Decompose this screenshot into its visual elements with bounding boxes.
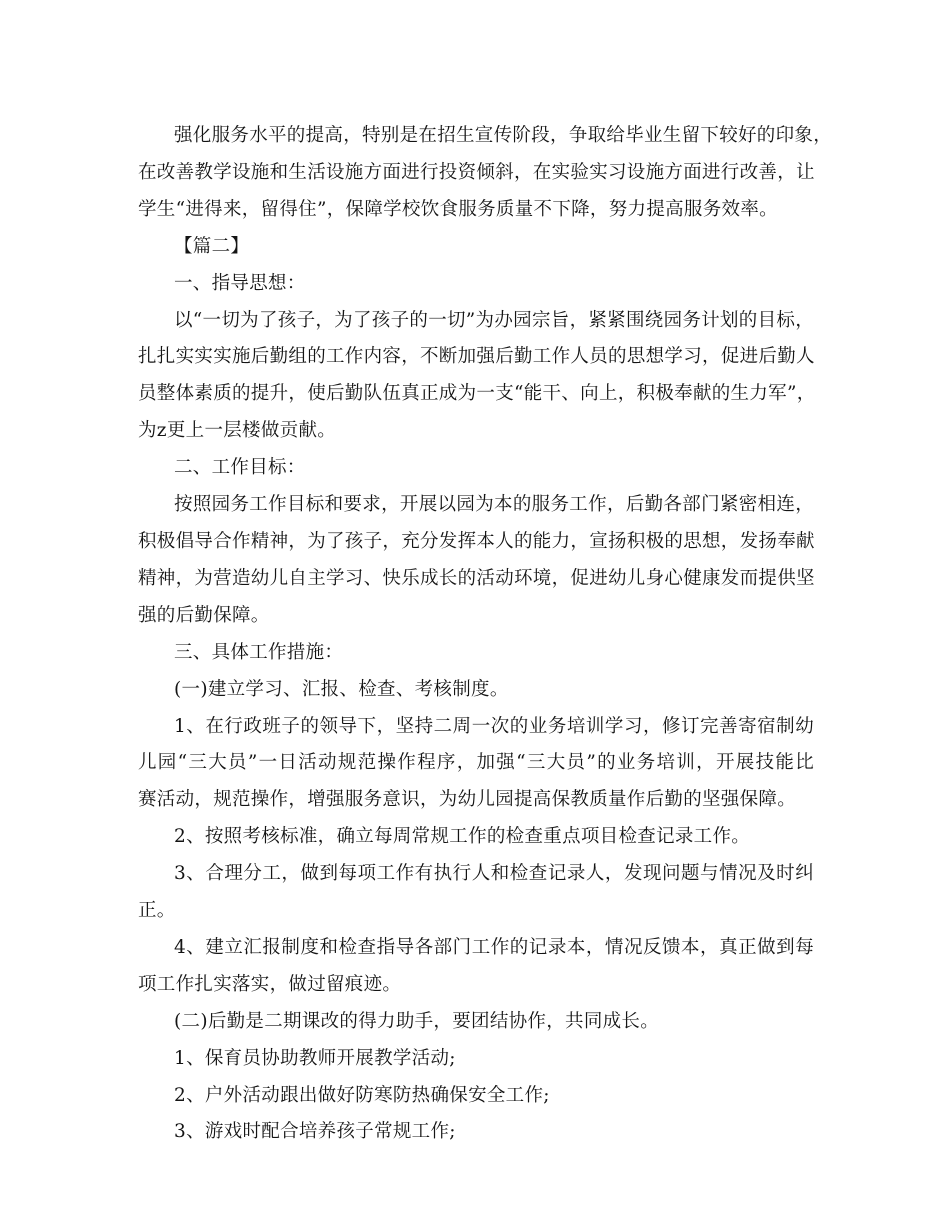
text-line: 强的后勤保障。 <box>138 604 270 626</box>
text-line: 精神，为营造幼儿自主学习、快乐成长的活动环境，促进幼儿身心健康发而提供坚 <box>138 567 815 589</box>
text-line: 儿园“三大员”一日活动规范操作程序，加强“三大员”的业务培训，开展技能比 <box>138 752 814 774</box>
text-line: 员整体素质的提升，使后勤队伍真正成为一支“能干、向上，积极奉献的生力军”， <box>138 383 816 405</box>
text-line: 1、在行政班子的领导下，坚持二周一次的业务培训学习，修订完善寄宿制幼 <box>174 715 814 737</box>
text-line: 按照园务工作目标和要求，开展以园为本的服务工作，后勤各部门紧密相连， <box>174 494 814 516</box>
text-line: 为z更上一层楼做贡献。 <box>138 420 337 442</box>
text-line: (二)后勤是二期课改的得力助手，要团结协作，共同成长。 <box>174 1010 660 1032</box>
text-line: 强化服务水平的提高，特别是在招生宣传阶段，争取给毕业生留下较好的印象， <box>174 125 833 146</box>
document-body <box>138 118 833 1151</box>
text-line: 4、建立汇报制度和检查指导各部门工作的记录本，情况反馈本，真正做到每 <box>174 936 814 958</box>
text-line: 二、工作目标： <box>174 457 306 479</box>
text-line: 2、按照考核标准，确立每周常规工作的检查重点项目检查记录工作。 <box>174 826 751 848</box>
text-line: 以“一切为了孩子，为了孩子的一切”为办园宗旨，紧紧围绕园务计划的目标， <box>174 309 814 331</box>
text-line: 2、户外活动跟出做好防寒防热确保安全工作; <box>174 1084 550 1106</box>
text-line: 1、保育员协助教师开展教学活动; <box>174 1047 456 1069</box>
text-line: 扎扎实实实施后勤组的工作内容，不断加强后勤工作人员的思想学习，促进后勤人 <box>138 346 815 368</box>
text-line: 学生“进得来，留得住”，保障学校饮食服务质量不下降，努力提高服务效率。 <box>138 198 778 220</box>
text-line: 3、游戏时配合培养孩子常规工作; <box>174 1121 456 1143</box>
text-line: (一)建立学习、汇报、检查、考核制度。 <box>174 678 509 700</box>
text-line: 三、具体工作措施： <box>174 641 344 663</box>
text-line: 【篇二】 <box>174 235 250 257</box>
text-line: 一、指导思想： <box>174 272 306 294</box>
text-line: 项工作扎实落实，做过留痕迹。 <box>138 973 402 995</box>
text-line: 正。 <box>138 900 176 922</box>
text-line: 积极倡导合作精神，为了孩子，充分发挥本人的能力，宣扬积极的思想，发扬奉献 <box>138 530 815 552</box>
text-line: 3、合理分工，做到每项工作有执行人和检查记录人，发现问题与情况及时纠 <box>174 863 814 885</box>
text-line: 赛活动，规范操作，增强服务意识，为幼儿园提高保教质量作后勤的坚强保障。 <box>138 789 797 811</box>
text-line: 在改善教学设施和生活设施方面进行投资倾斜，在实验实习设施方面进行改善，让 <box>138 161 815 183</box>
